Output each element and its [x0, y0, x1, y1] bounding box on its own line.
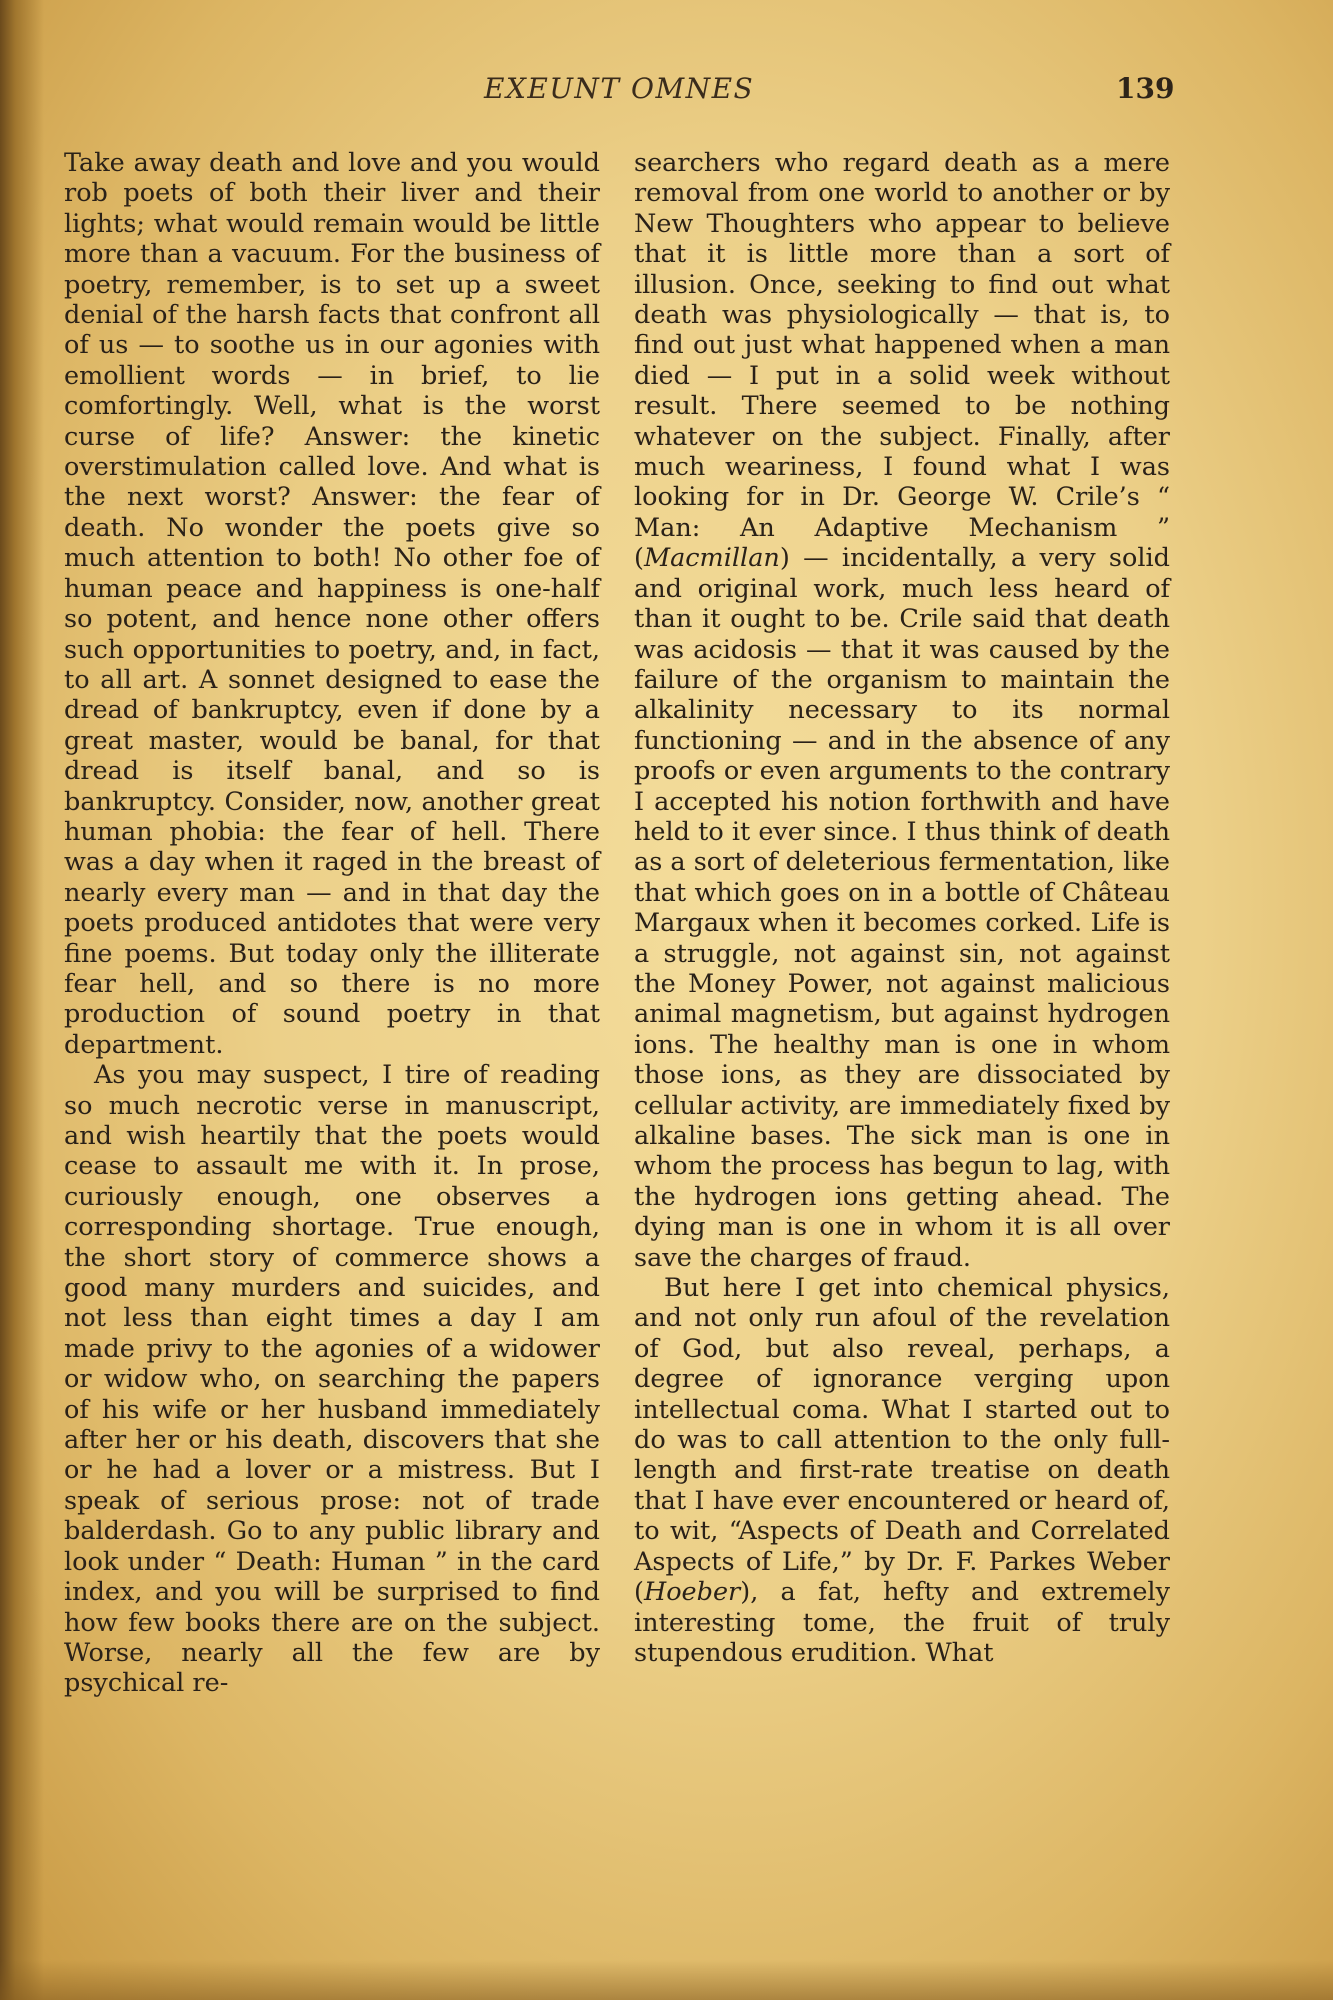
page-number: 139: [1116, 72, 1175, 105]
running-head: EXEUNT OMNES: [484, 72, 755, 105]
right-column: [634, 148, 1170, 1668]
publisher-name: Macmillan: [643, 543, 780, 574]
text-run: ) — incidentally, a very solid and original work, much less heard of than it ought to be. Crile said that death was acidosis — that it was caused by the failure of the organism to maintain the alkalinity necessary to its normal functioning — and in the absence of any proofs or even arguments to the contrary I accepted his notion forthwith and have held to it ever since. I thus think of death as a sort of deleterious fermentation, like that which goes on in a bottle of Château Margaux when it becomes corked. Life is a struggle, not against sin, not against the Money Power, not against malicious animal magnetism, but against hydrogen ions. The healthy man is one in whom those ions, as they are dissociated by cellular activity, are immediately fixed by alkaline bases. The sick man is one in whom the process has begun to lag, with the hydrogen ions getting ahead. The dying man is one in whom it is all over save the charges of fraud.: [634, 543, 1170, 1273]
text-run: ), a fat, hefty and extremely interesting tome, the fruit of truly stupendous erudition. What: [634, 1577, 1170, 1668]
paragraph: Take away death and love and you would rob poets of both their liver and their lights; what would remain would be little more than a vacuum. For the business of poetry, remember, is to set up a sweet denial of the harsh facts that confront all of us — to soothe us in our agonies with emollient words — in brief, to lie comfortingly. Well, what is the worst curse of life? Answer: the kinetic overstimulation called love. And what is the next worst? Answer: the fear of death. No wonder the poets give so much attention to both! No other foe of human peace and happiness is one-half so potent, and hence none other offers such opportunities to poetry, and, in fact, to all art. A sonnet designed to ease the dread of bankruptcy, even if done by a great master, would be banal, for that dread is itself banal, and so is bankruptcy. Consider, now, another great human phobia: the fear of hell. There was a day when it raged in the breast of nearly every man — and in that day the poets produced antidotes that were very fine poems. But today only the illiterate fear hell, and so there is no more production of sound poetry in that department.: [64, 148, 600, 1060]
paragraph: [634, 1273, 1170, 1668]
text-run: But here I get into chemical physics, and not only run afoul of the revelation of God, but also reveal, perhaps, a degree of ignorance verging upon intellectual coma. What I started out to do was to call attention to the only full-length and first-rate treatise on death that I have ever encountered or heard of, to wit, “Aspects of Death and Correlated Aspects of Life,” by Dr. F. Parkes Weber (: [634, 1273, 1170, 1608]
paragraph: As you may suspect, I tire of reading so much necrotic verse in manuscript, and wish heartily that the poets would cease to assault me with it. In prose, curiously enough, one observes a corresponding shortage. True enough, the short story of commerce shows a good many murders and suicides, and not less than eight times a day I am made privy to the agonies of a widower or widow who, on searching the papers of his wife or her husband immediately after her or his death, discovers that she or he had a lover or a mistress. But I speak of serious prose: not of trade balderdash. Go to any public library and look under “ Death: Human ” in the card index, and you will be surprised to find how few books there are on the subject. Worse, nearly all the few are by psychical re-: [64, 1060, 600, 1699]
left-column: [64, 148, 600, 1699]
publisher-name: Hoeber: [643, 1577, 741, 1608]
text-run: searchers who regard death as a mere removal from one world to another or by New Thoughters who appear to believe that it is little more than a sort of illusion. Once, seeking to find out what death was physiologically — that is, to find out just what happened when a man died — I put in a solid week without result. There seemed to be nothing whatever on the subject. Finally, after much weariness, I found what I was looking for in Dr. George W. Crile’s “ Man: An Adaptive Mechanism ” (: [634, 148, 1170, 574]
page-shadow-left: [0, 0, 44, 2000]
paragraph: [634, 148, 1170, 1273]
page-shadow-bottom: [0, 1960, 1333, 2000]
